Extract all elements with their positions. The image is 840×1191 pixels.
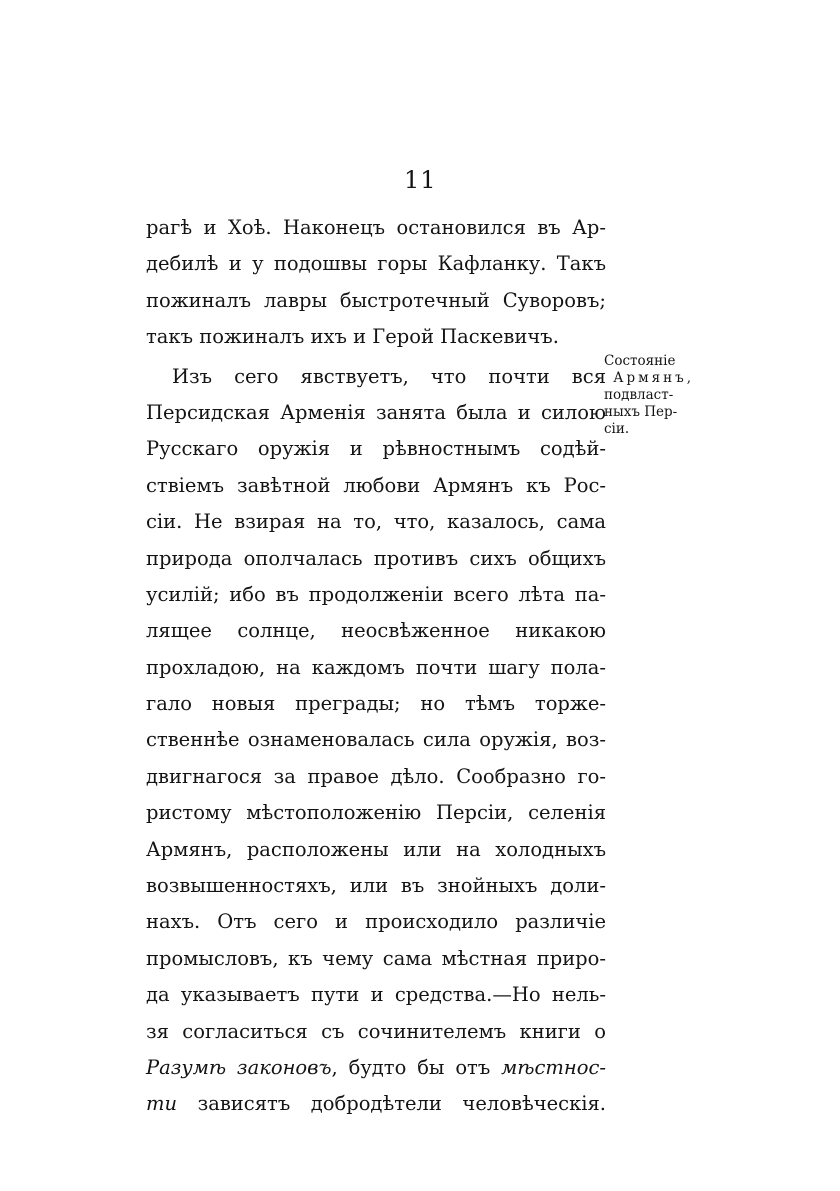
text-line: лящее солнце, неосвѣженное никакою [146,619,606,643]
italic-word: ти [146,1092,178,1116]
text-line: Русскаго оружія и рѣвностнымъ содѣй- [146,437,606,461]
text-line: ственнѣе ознаменовалась сила оружія, воз- [146,728,606,752]
margin-note-line: ныхъ Пер- [604,404,678,420]
italic-book-title: Разумѣ законовъ [146,1055,332,1079]
text-line: да указываетъ пути и средства.—Но нель- [146,983,606,1007]
text-line: ствіемъ завѣтной любови Армянъ къ Рос- [146,473,606,497]
margin-note-line: сіи. [604,421,630,437]
text-line: Изъ сего явствуетъ, что почти вся [172,364,606,388]
text-span: , будто бы отъ [331,1055,502,1079]
text-line: рагѣ и Хоѣ. Наконецъ остановился въ Ар- [146,216,606,239]
text-line: пожиналъ лавры быстротечный Суворовъ; [146,288,606,312]
margin-note [604,353,694,438]
margin-note-line: подвласт- [604,387,674,403]
text-line: Персидская Арменія занята была и силою [146,400,606,424]
text-line: возвышенностяхъ, или въ знойныхъ доли- [146,874,606,898]
text-line [146,1050,606,1086]
text-line: нахъ. Отъ сего и происходило различіе [146,910,606,934]
body-text [146,210,606,1123]
text-line: Армянъ, расположены или на холодныхъ [146,837,606,861]
text-line: двигнагося за правое дѣло. Сообразно го- [146,764,606,788]
text-line: сіи. Не взирая на то, что, казалось, сама [146,510,606,534]
text-line: гало новыя преграды; но тѣмъ торже- [146,692,606,716]
text-line: природа ополчалась противъ сихъ общихъ [146,546,606,570]
text-line: зя согласиться съ сочинителемъ книги о [146,1019,606,1043]
text-line: дебилѣ и у подошвы горы Кафланку. Такъ [146,252,606,276]
text-line: промысловъ, къ чему сама мѣстная приро- [146,946,606,970]
margin-note-line: Армянъ, [613,370,694,386]
italic-word: мѣстнос- [501,1055,607,1079]
margin-note-line: Состояніе [604,353,676,369]
text-line: усилій; ибо въ продолженіи всего лѣта па- [146,582,606,606]
text-line: такъ пожиналъ ихъ и Герой Паскевичъ. [146,325,559,349]
text-line [146,1086,606,1122]
text-line: ристому мѣстоположенію Персіи, селенія [146,801,606,825]
page-number: 11 [404,166,437,194]
text-span: зависятъ добродѣтели человѣческія. [177,1092,606,1116]
text-line: прохладою, на каждомъ почти шагу пола- [146,655,606,679]
